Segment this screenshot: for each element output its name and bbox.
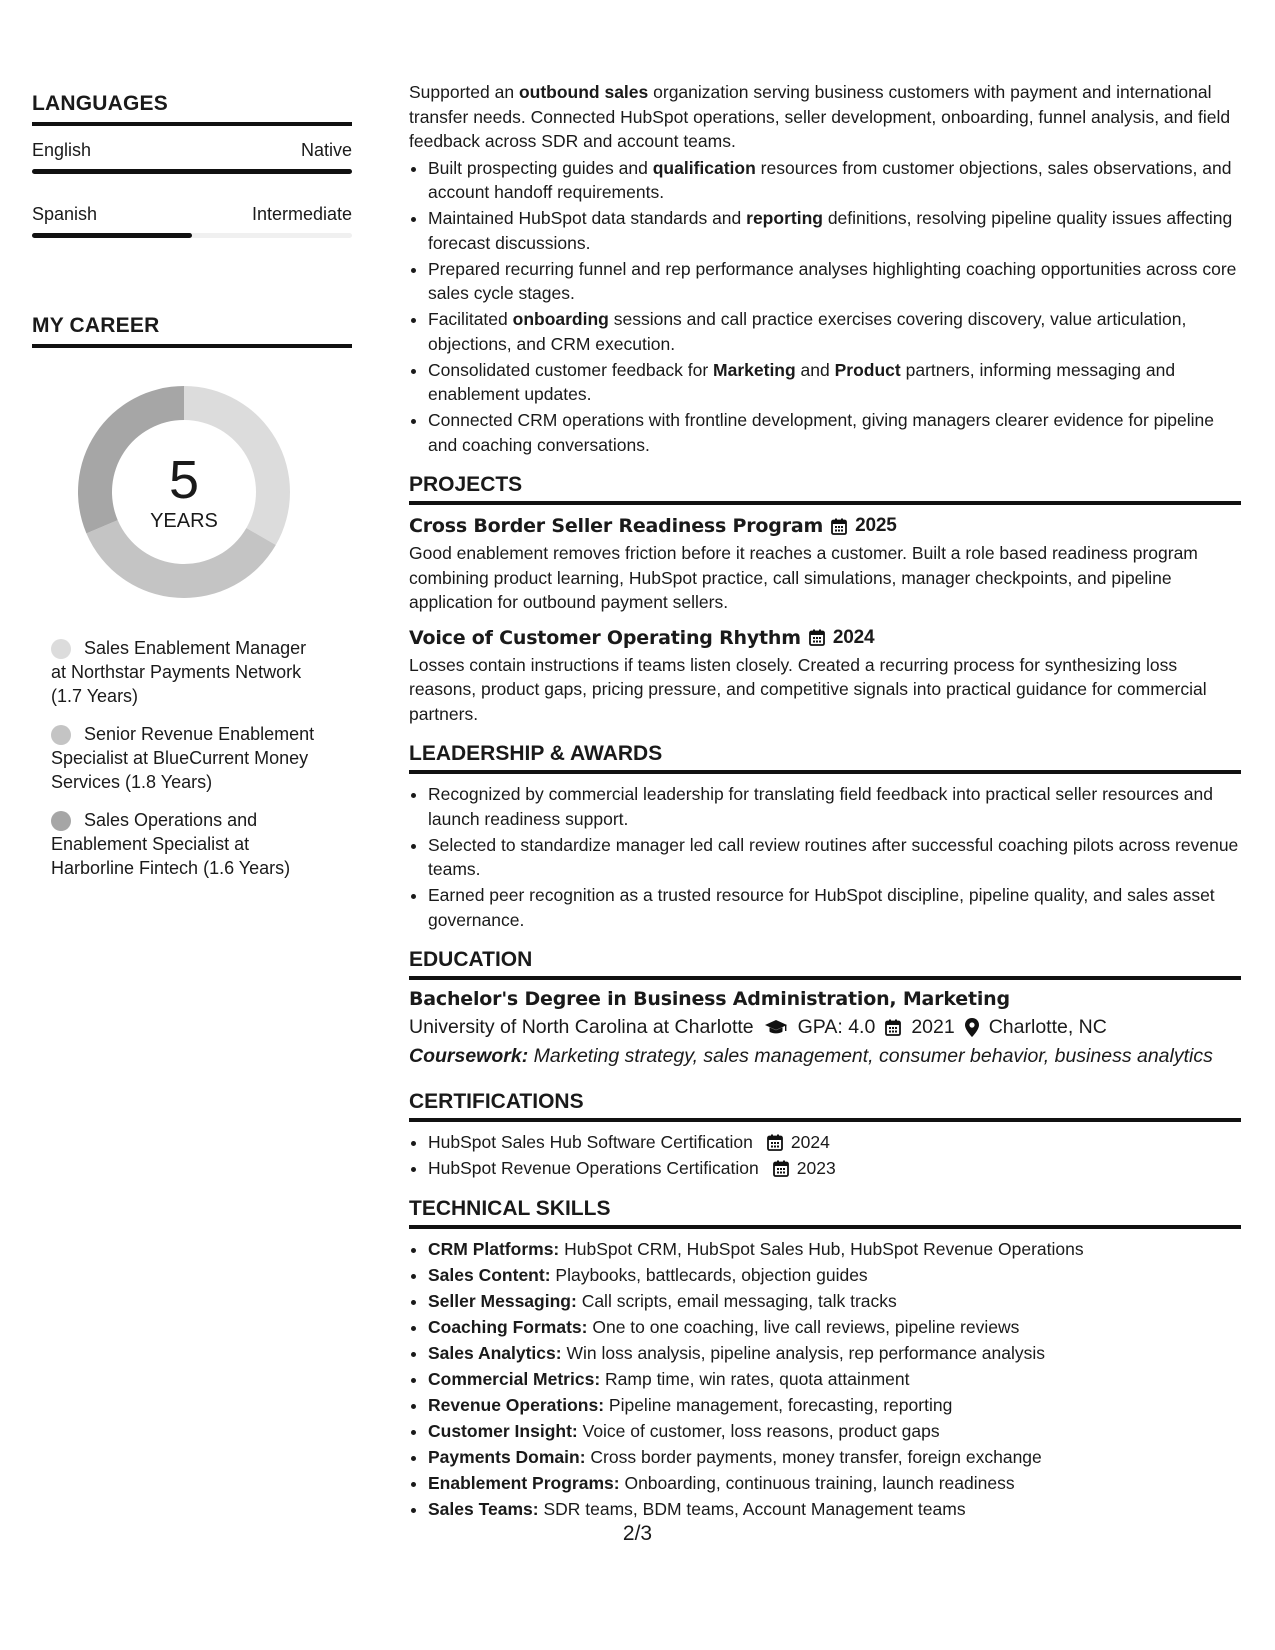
language-spanish (32, 204, 352, 238)
skill-item (428, 1393, 1241, 1418)
skill-value: Cross border payments, money transfer, foreign exchange (590, 1446, 1042, 1467)
coursework-label: Coursework: (409, 1045, 529, 1067)
gpa: GPA: 4.0 (797, 1016, 876, 1038)
legend-dot (51, 639, 71, 659)
project-description: Good enablement removes friction before it reaches a customer. Built a role based readiness program combining product learning, HubSpot practice, call simulations, manager checkpoints, and pipeline application for outbound payment sellers. (409, 543, 1198, 612)
donut-number: 5 (168, 449, 200, 510)
skills-heading: TECHNICAL SKILLS (409, 1197, 1241, 1229)
experience-bullet: • Prepared recurring funnel and rep performance analyses highlighting coaching opportunities across core sales cycle stages. (428, 257, 1241, 306)
career-list (51, 636, 352, 880)
language-name: English (32, 140, 92, 160)
skill-value: Win loss analysis, pipeline analysis, rep performance analysis (566, 1342, 1046, 1363)
degree-title: Bachelor's Degree in Business Administration, Marketing (409, 988, 1010, 1010)
skill-value: SDR teams, BDM teams, Account Management teams (543, 1498, 966, 1519)
career-item: Sales Operations and Enablement Specialist at Harborline Fintech (1.6 Years) (51, 810, 291, 878)
project-title-row (409, 515, 1241, 537)
skill-label: CRM Platforms: (428, 1238, 560, 1259)
skill-label: Seller Messaging: (428, 1290, 577, 1311)
coursework-value: Marketing strategy, sales management, consumer behavior, business analytics (533, 1045, 1213, 1067)
language-bar (32, 233, 352, 238)
graduation-cap-icon (764, 1019, 788, 1036)
experience-intro: Supported an outbound sales organization serving business customers with payment and international transfer needs. Connected HubSpot operations, seller development, onboarding, funnel analysis, and field feedback across SDR and account teams. (409, 82, 1231, 151)
language-level: Intermediate (251, 204, 352, 224)
skill-item (428, 1237, 1241, 1262)
skill-value: Voice of customer, loss reasons, product gaps (582, 1420, 940, 1441)
skill-value: One to one coaching, live call reviews, pipeline reviews (592, 1316, 1020, 1337)
projects-heading: PROJECTS (409, 473, 1241, 505)
leadership-item: • Earned peer recognition as a trusted resource for HubSpot discipline, pipeline quality, and sales asset governance. (428, 883, 1241, 932)
donut-unit: YEARS (150, 509, 218, 532)
experience-bullet: • Built prospecting guides and qualification resources from customer objections, sales observations, and account handoff requirements. (428, 156, 1241, 205)
main-content (409, 80, 1241, 1523)
language-name: Spanish (32, 204, 98, 224)
education-heading: EDUCATION (409, 948, 1241, 980)
leadership-item: • Selected to standardize manager led call review routines after successful coaching pilots across revenue teams. (428, 833, 1241, 882)
skill-item (428, 1315, 1241, 1340)
skill-label: Revenue Operations: (428, 1394, 605, 1415)
skill-item (428, 1497, 1241, 1522)
skill-item (428, 1419, 1241, 1444)
project-title: Voice of Customer Operating Rhythm (409, 626, 801, 649)
education-meta (409, 1016, 1241, 1039)
skill-label: Sales Content: (428, 1264, 551, 1285)
project-year: 2024 (832, 626, 875, 648)
career-item: Senior Revenue Enablement Specialist at BlueCurrent Money Services (1.8 Years) (51, 724, 315, 792)
career-donut-chart (78, 386, 290, 598)
graduation-year: 2021 (911, 1016, 955, 1038)
project-year: 2025 (855, 515, 897, 536)
school-name: University of North Carolina at Charlotte (409, 1016, 754, 1038)
legend-dot (51, 811, 71, 831)
calendar-icon (885, 1019, 901, 1036)
experience-bullet: • Maintained HubSpot data standards and reporting definitions, resolving pipeline quality issues affecting forecast discussions. (428, 206, 1241, 255)
leadership-item: • Recognized by commercial leadership for translating field feedback into practical seller resources and launch readiness support. (428, 782, 1241, 831)
skill-label: Enablement Programs: (428, 1472, 620, 1493)
certification-item: • HubSpot Revenue Operations Certification 2023 (428, 1156, 1241, 1181)
skill-value: Onboarding, continuous training, launch readiness (624, 1472, 1015, 1493)
language-level: Native (300, 140, 352, 160)
career-heading: MY CAREER (32, 314, 352, 348)
project-title: Cross Border Seller Readiness Program (409, 515, 824, 537)
language-bar-fill (32, 233, 192, 238)
skill-item (428, 1367, 1241, 1392)
certifications-heading: CERTIFICATIONS (409, 1090, 1241, 1122)
experience-bullets (409, 156, 1241, 458)
language-bar (32, 169, 352, 174)
skill-label: Sales Analytics: (428, 1342, 562, 1363)
skill-value: Call scripts, email messaging, talk tracks (581, 1290, 897, 1311)
skill-label: Payments Domain: (428, 1446, 586, 1467)
legend-dot (51, 725, 71, 745)
skill-item (428, 1445, 1241, 1470)
skill-value: HubSpot CRM, HubSpot Sales Hub, HubSpot Revenue Operations (564, 1238, 1084, 1259)
skills-list (409, 1237, 1241, 1522)
skill-item (428, 1341, 1241, 1366)
career-item: Sales Enablement Manager at Northstar Payments Network (1.7 Years) (51, 638, 307, 706)
certifications-list (409, 1130, 1241, 1181)
leadership-list (409, 782, 1241, 932)
experience-bullet: • Connected CRM operations with frontline development, giving managers clearer evidence for pipeline and coaching conversations. (428, 408, 1241, 457)
calendar-icon (767, 1134, 783, 1151)
page-number: 2/3 (622, 1522, 653, 1545)
skill-item (428, 1289, 1241, 1314)
language-english (32, 140, 352, 174)
skill-label: Customer Insight: (428, 1420, 578, 1441)
skill-value: Playbooks, battlecards, objection guides (555, 1264, 868, 1285)
school-location: Charlotte, NC (988, 1016, 1107, 1038)
skill-value: Pipeline management, forecasting, reporting (608, 1394, 953, 1415)
project-description: Losses contain instructions if teams listen closely. Created a recurring process for synthesizing loss reasons, product gaps, pricing pressure, and competitive signals into practical guidance for commercial partners. (409, 654, 1207, 724)
project-title-row (409, 627, 1241, 649)
skill-label: Coaching Formats: (428, 1316, 588, 1337)
experience-bullet: • Consolidated customer feedback for Marketing and Product partners, informing messaging and enablement updates. (428, 358, 1241, 407)
skill-item (428, 1263, 1241, 1288)
language-bar-fill (32, 169, 352, 174)
calendar-icon (831, 518, 847, 535)
leadership-heading: LEADERSHIP & AWARDS (409, 742, 1241, 774)
skill-item (428, 1471, 1241, 1496)
calendar-icon (773, 1160, 789, 1177)
languages-heading: LANGUAGES (32, 92, 352, 126)
certification-item: • HubSpot Sales Hub Software Certification 2024 (428, 1130, 1241, 1155)
calendar-icon (809, 629, 825, 646)
skill-label: Sales Teams: (428, 1498, 539, 1519)
coursework (409, 1045, 1241, 1068)
location-pin-icon (965, 1018, 979, 1037)
skill-value: Ramp time, win rates, quota attainment (605, 1368, 910, 1389)
experience-bullet: • Facilitated onboarding sessions and call practice exercises covering discovery, value articulation, objections, and CRM execution. (428, 307, 1241, 356)
skill-label: Commercial Metrics: (428, 1368, 601, 1389)
sidebar (32, 92, 352, 894)
